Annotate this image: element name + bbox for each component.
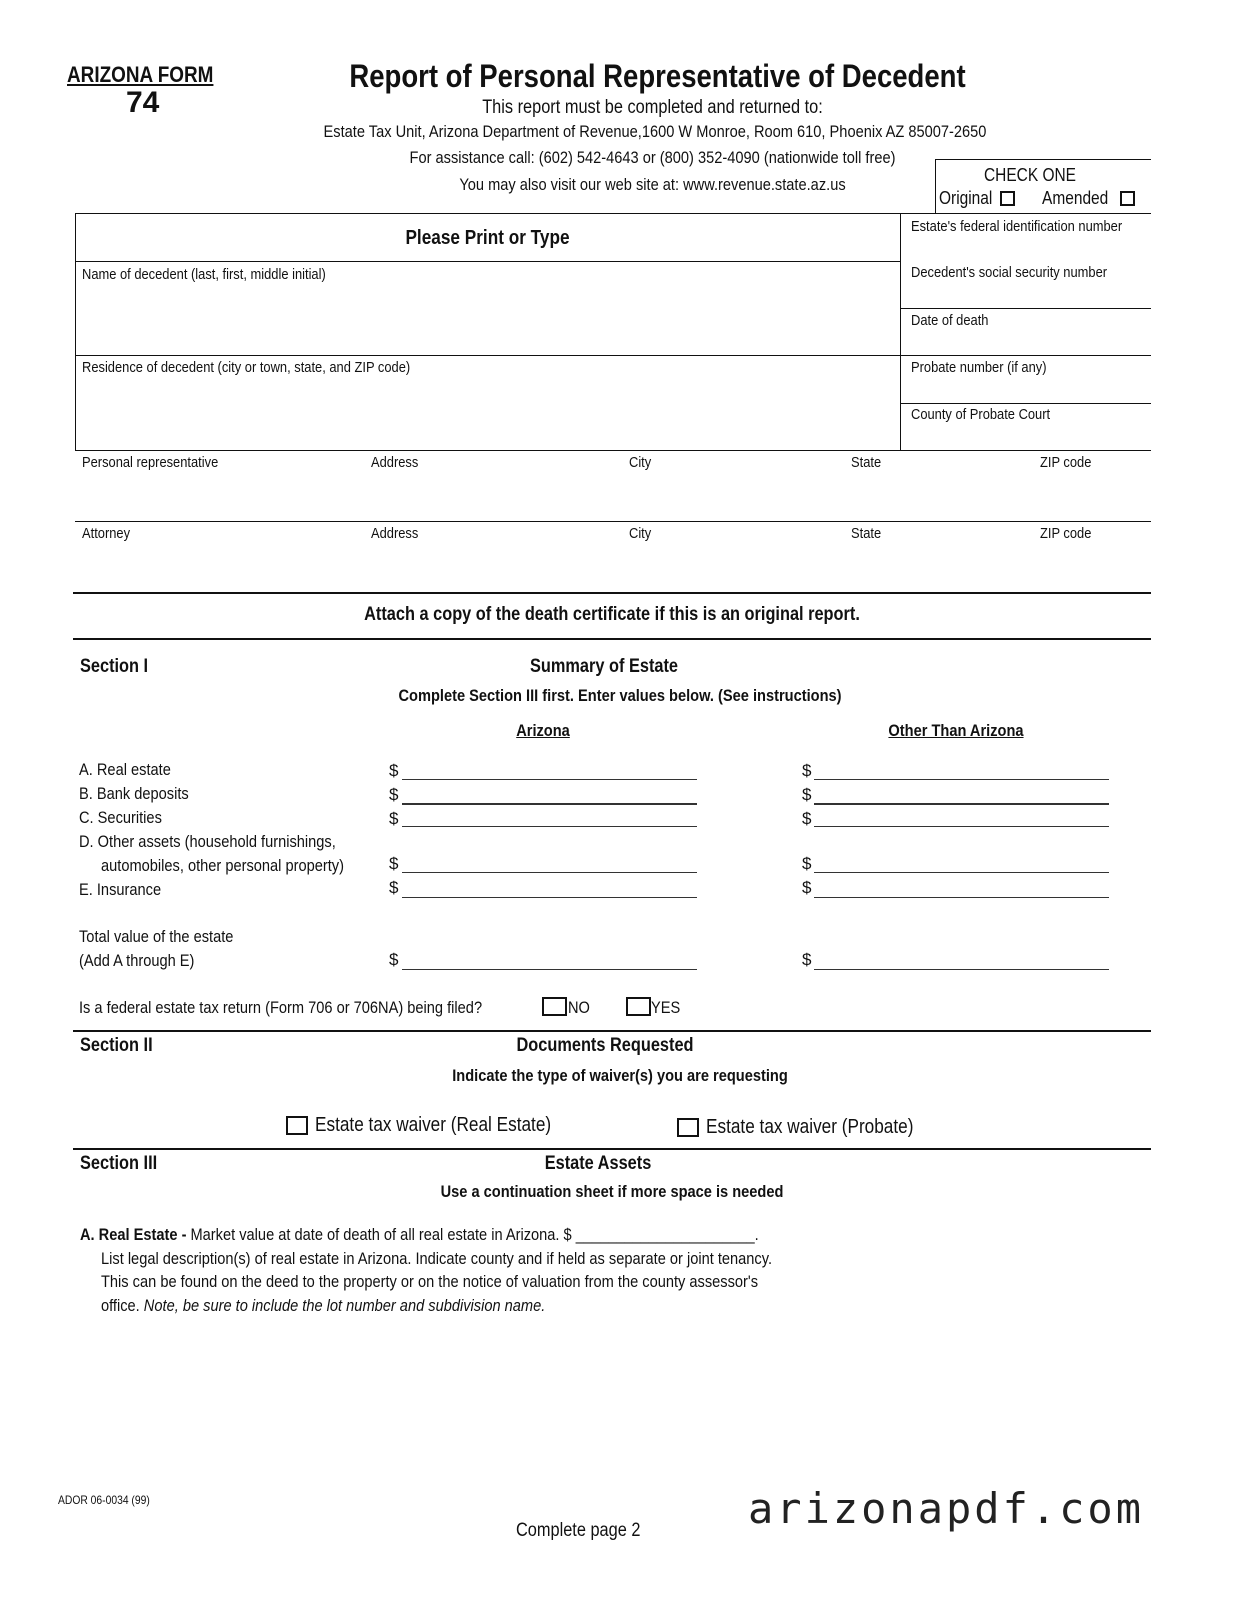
county-label: County of Probate Court xyxy=(911,406,1051,423)
item-b-bank-deposits: B. Bank deposits xyxy=(79,784,189,803)
real-estate-market-value-line xyxy=(80,1225,759,1245)
az-real-estate-field[interactable] xyxy=(402,779,697,780)
note-line xyxy=(101,1296,545,1316)
website-line: You may also visit our web site at: www.revenue.state.az.us xyxy=(459,175,846,194)
az-bank-deposits-field[interactable] xyxy=(402,803,697,805)
attorney-field[interactable] xyxy=(78,545,1148,589)
col-arizona: Arizona xyxy=(516,721,570,740)
county-field[interactable] xyxy=(905,426,1145,448)
other-other-assets-field[interactable] xyxy=(814,872,1109,873)
other-dollar-c: $ xyxy=(802,809,812,828)
attorney-state-label: State xyxy=(851,525,882,542)
watermark: arizonapdf.com xyxy=(748,1484,1145,1533)
real-estate-description-field[interactable] xyxy=(80,1320,1150,1480)
az-dollar-total: $ xyxy=(389,950,399,969)
other-real-estate-field[interactable] xyxy=(814,779,1109,780)
note-line-italic: Note, be sure to include the lot number and subdivision name. xyxy=(143,1296,546,1315)
page-title: Report of Personal Representative of Decedent xyxy=(349,58,966,94)
deed-line: This can be found on the deed to the property or on the notice of valuation from the county assessor's xyxy=(101,1272,759,1291)
personal-rep-label: Personal representative xyxy=(82,454,219,471)
other-dollar-a: $ xyxy=(802,761,812,780)
item-e-insurance: E. Insurance xyxy=(79,880,162,899)
rep-zip-label: ZIP code xyxy=(1040,454,1092,471)
az-total-field[interactable] xyxy=(402,969,697,970)
section-2-label: Section II xyxy=(80,1035,153,1056)
address-line: Estate Tax Unit, Arizona Department of Revenue,1600 W Monroe, Room 610, Phoenix AZ 85007-2650 xyxy=(323,122,987,141)
fein-label: Estate's federal identification number xyxy=(911,218,1123,235)
section-3-subtitle: Use a continuation sheet if more space is needed xyxy=(440,1182,784,1201)
rep-address-label: Address xyxy=(371,454,419,471)
federal-yes-label: YES xyxy=(651,998,681,1017)
amended-checkbox[interactable] xyxy=(1120,191,1135,206)
other-dollar-b: $ xyxy=(802,785,812,804)
probate-number-label: Probate number (if any) xyxy=(911,359,1047,376)
item-d-other-assets: D. Other assets (household furnishings, xyxy=(79,832,336,851)
other-dollar-total: $ xyxy=(802,950,812,969)
other-total-field[interactable] xyxy=(814,969,1109,970)
az-dollar-b: $ xyxy=(389,785,399,804)
print-or-type: Please Print or Type xyxy=(405,227,570,249)
ssn-field[interactable] xyxy=(905,284,1145,306)
other-bank-deposits-field[interactable] xyxy=(814,803,1109,805)
original-checkbox[interactable] xyxy=(1000,191,1015,206)
complete-page-2: Complete page 2 xyxy=(516,1520,641,1541)
federal-yes-checkbox[interactable] xyxy=(626,997,651,1016)
date-of-death-field[interactable] xyxy=(905,330,1145,352)
section-3-label: Section III xyxy=(80,1153,158,1174)
amended-label: Amended xyxy=(1042,188,1109,208)
return-line: This report must be completed and returned to: xyxy=(482,97,823,118)
section-1-subtitle: Complete Section III first. Enter values below. (See instructions) xyxy=(398,686,842,705)
waiver-real-estate-label: Estate tax waiver (Real Estate) xyxy=(315,1114,552,1136)
other-insurance-field[interactable] xyxy=(814,897,1109,898)
probate-number-field[interactable] xyxy=(905,378,1145,400)
az-insurance-field[interactable] xyxy=(402,897,697,898)
other-dollar-d: $ xyxy=(802,854,812,873)
other-securities-field[interactable] xyxy=(814,826,1109,827)
attorney-label: Attorney xyxy=(82,525,131,542)
note-line-plain: office. xyxy=(101,1296,144,1315)
section-2-subtitle: Indicate the type of waiver(s) you are requesting xyxy=(452,1066,788,1085)
total-value-sub: (Add A through E) xyxy=(79,951,195,970)
form-code: ADOR 06-0034 (99) xyxy=(58,1493,150,1507)
rep-state-label: State xyxy=(851,454,882,471)
residence-label: Residence of decedent (city or town, state, and ZIP code) xyxy=(82,359,411,376)
az-other-assets-field[interactable] xyxy=(402,872,697,873)
other-dollar-e: $ xyxy=(802,878,812,897)
az-dollar-d: $ xyxy=(389,854,399,873)
federal-return-question: Is a federal estate tax return (Form 706 or 706NA) being filed? xyxy=(79,998,483,1017)
item-d-other-assets-cont: automobiles, other personal property) xyxy=(101,856,344,875)
az-dollar-e: $ xyxy=(389,878,399,897)
section-2-title: Documents Requested xyxy=(516,1035,694,1056)
real-estate-market-value-text: Market value at date of death of all real estate in Arizona. $ ______________________. xyxy=(186,1225,759,1244)
section-3-title: Estate Assets xyxy=(544,1153,652,1174)
waiver-probate-label: Estate tax waiver (Probate) xyxy=(706,1116,914,1138)
name-of-decedent-field[interactable] xyxy=(82,288,892,350)
real-estate-heading: A. Real Estate - xyxy=(80,1225,187,1244)
form-number: 74 xyxy=(126,86,160,119)
federal-no-checkbox[interactable] xyxy=(542,997,567,1016)
item-c-securities: C. Securities xyxy=(79,808,162,827)
section-1-label: Section I xyxy=(80,656,149,677)
federal-no-label: NO xyxy=(568,998,590,1017)
attach-notice: Attach a copy of the death certificate if this is an original report. xyxy=(364,604,860,625)
total-value-label: Total value of the estate xyxy=(79,927,234,946)
form-label: ARIZONA FORM xyxy=(67,62,214,87)
residence-field[interactable] xyxy=(82,380,892,446)
name-of-decedent-label: Name of decedent (last, first, middle initial) xyxy=(82,266,326,283)
legal-description-line: List legal description(s) of real estate in Arizona. Indicate county and if held as separate or joint tenancy. xyxy=(101,1249,773,1268)
rep-city-label: City xyxy=(629,454,652,471)
item-a-real-estate: A. Real estate xyxy=(79,760,171,779)
az-dollar-c: $ xyxy=(389,809,399,828)
waiver-real-estate-checkbox[interactable] xyxy=(286,1116,308,1135)
attorney-zip-label: ZIP code xyxy=(1040,525,1092,542)
personal-rep-field[interactable] xyxy=(78,474,1148,518)
az-securities-field[interactable] xyxy=(402,826,697,827)
assistance-line: For assistance call: (602) 542-4643 or (800) 352-4090 (nationwide toll free) xyxy=(409,148,896,167)
check-one-title: CHECK ONE xyxy=(983,165,1077,185)
section-1-title: Summary of Estate xyxy=(529,656,679,677)
waiver-probate-checkbox[interactable] xyxy=(677,1118,699,1137)
fein-field[interactable] xyxy=(905,238,1145,260)
date-of-death-label: Date of death xyxy=(911,312,989,329)
original-label: Original xyxy=(939,188,993,208)
attorney-city-label: City xyxy=(629,525,652,542)
ssn-label: Decedent's social security number xyxy=(911,264,1108,281)
col-other-than-arizona: Other Than Arizona xyxy=(888,721,1024,740)
az-dollar-a: $ xyxy=(389,761,399,780)
attorney-address-label: Address xyxy=(371,525,419,542)
